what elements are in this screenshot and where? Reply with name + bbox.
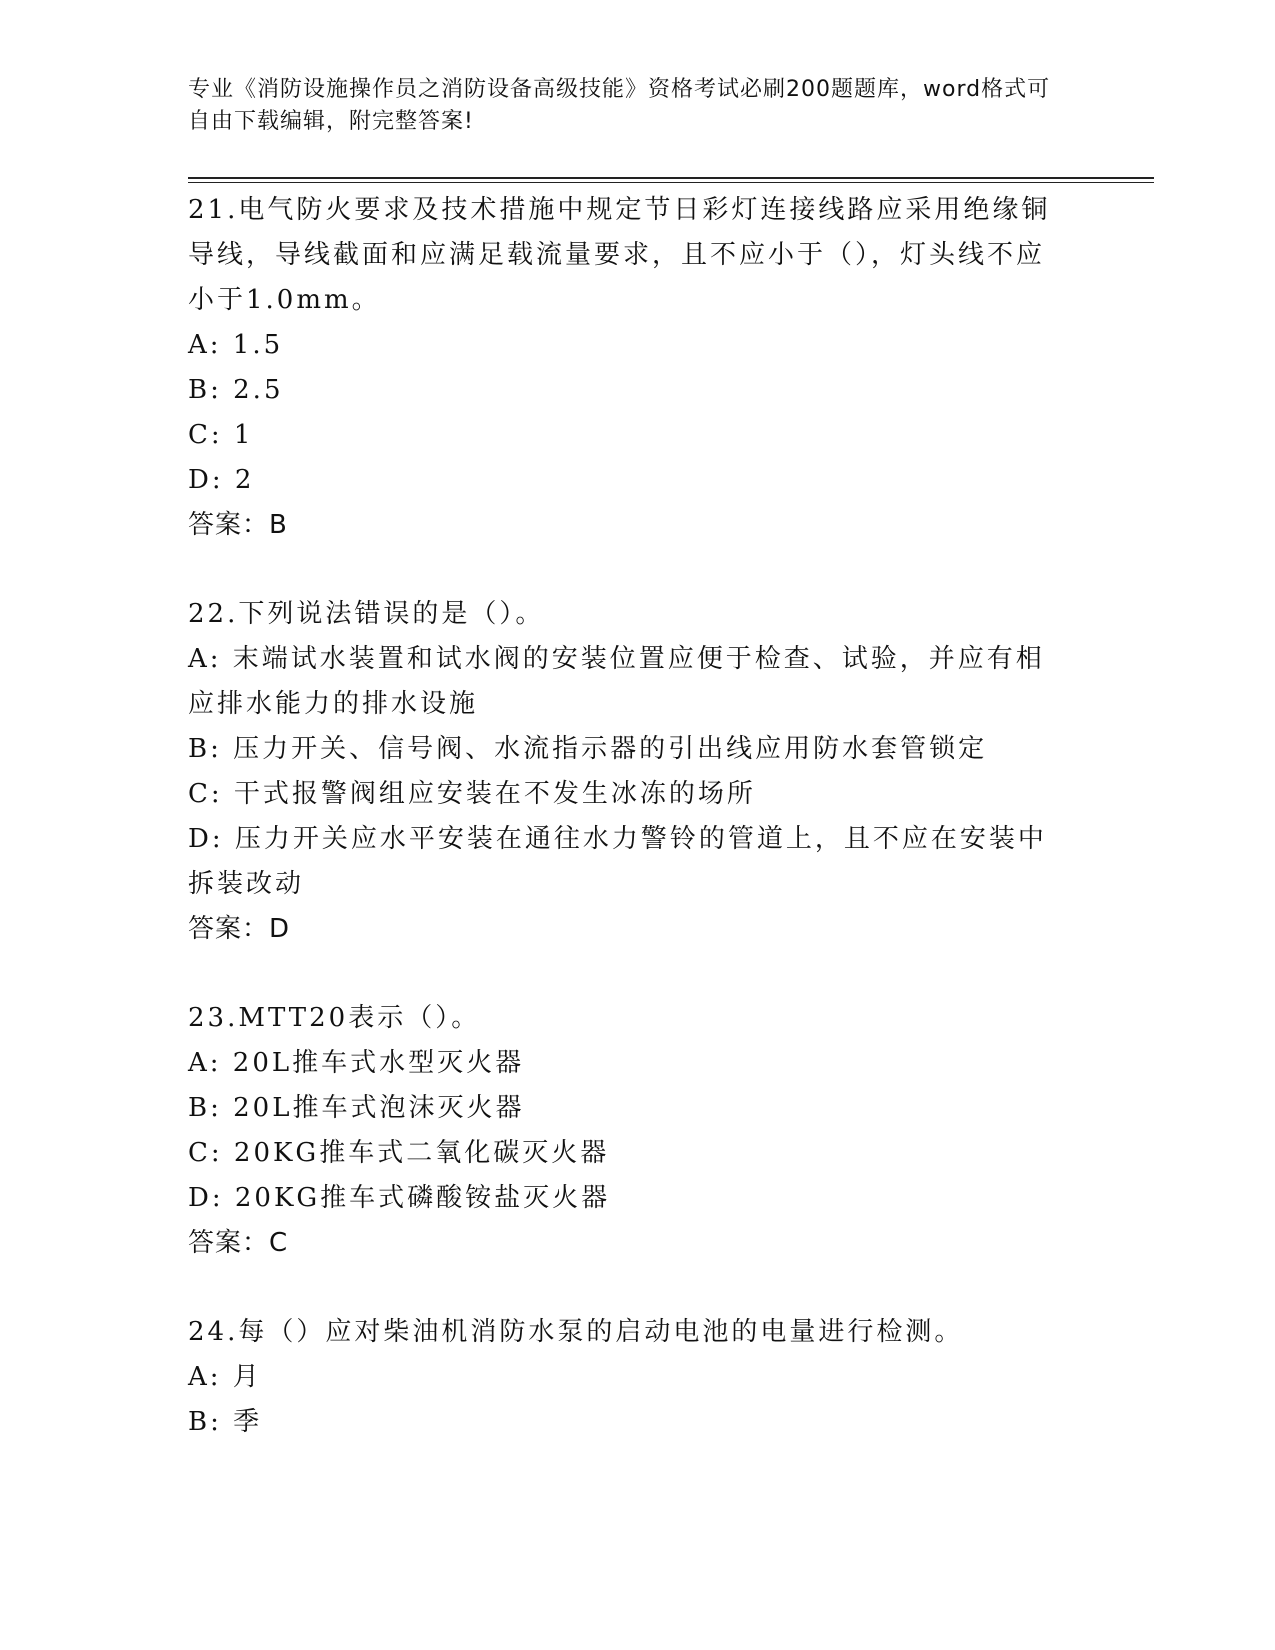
question-stem: 23.MTT20表示（）。: [188, 1003, 481, 1033]
option-c: C: 1: [188, 420, 254, 450]
option-b: B: 2.5: [188, 375, 284, 405]
option-d: D: 20KG推车式磷酸铵盐灭火器: [188, 1183, 611, 1213]
question-22: [188, 592, 1088, 952]
answer-label: 答案：D: [188, 914, 291, 944]
header-divider-thin: [188, 182, 1154, 183]
option-a: A: 月: [188, 1362, 262, 1392]
option-c: C: 干式报警阀组应安装在不发生冰冻的场所: [188, 779, 756, 809]
question-21: [188, 188, 1088, 548]
option-b: B: 季: [188, 1407, 263, 1437]
question-list: [188, 188, 1088, 1489]
header-divider-thick: [188, 177, 1154, 179]
option-a: A: 1.5: [188, 330, 284, 360]
option-b: B: 20L推车式泡沫灭火器: [188, 1093, 525, 1123]
question-23: [188, 996, 1088, 1266]
option-b: B: 压力开关、信号阀、水流指示器的引出线应用防水套管锁定: [188, 734, 988, 764]
question-24: [188, 1310, 1088, 1445]
document-header: 专业《消防设施操作员之消防设备高级技能》资格考试必刷200题题库，word格式可自由下载编辑，附完整答案!: [188, 77, 1051, 134]
option-d: D: 压力开关应水平安装在通往水力警铃的管道上，且不应在安装中拆装改动: [188, 824, 1047, 899]
option-a: A: 末端试水装置和试水阀的安装位置应便于检查、试验，并应有相应排水能力的排水设施: [188, 644, 1045, 719]
option-d: D: 2: [188, 465, 255, 495]
option-a: A: 20L推车式水型灭火器: [188, 1048, 525, 1078]
answer-label: 答案：B: [188, 510, 288, 540]
answer-label: 答案：C: [188, 1228, 289, 1258]
option-c: C: 20KG推车式二氧化碳灭火器: [188, 1138, 610, 1168]
question-stem: 22.下列说法错误的是（）。: [188, 599, 545, 629]
question-stem: 24.每（）应对柴油机消防水泵的启动电池的电量进行检测。: [188, 1317, 964, 1347]
question-stem: 21.电气防火要求及技术措施中规定节日彩灯连接线路应采用绝缘铜导线，导线截面和应满足载流量要求，且不应小于（），灯头线不应小于1.0mm。: [188, 195, 1051, 315]
